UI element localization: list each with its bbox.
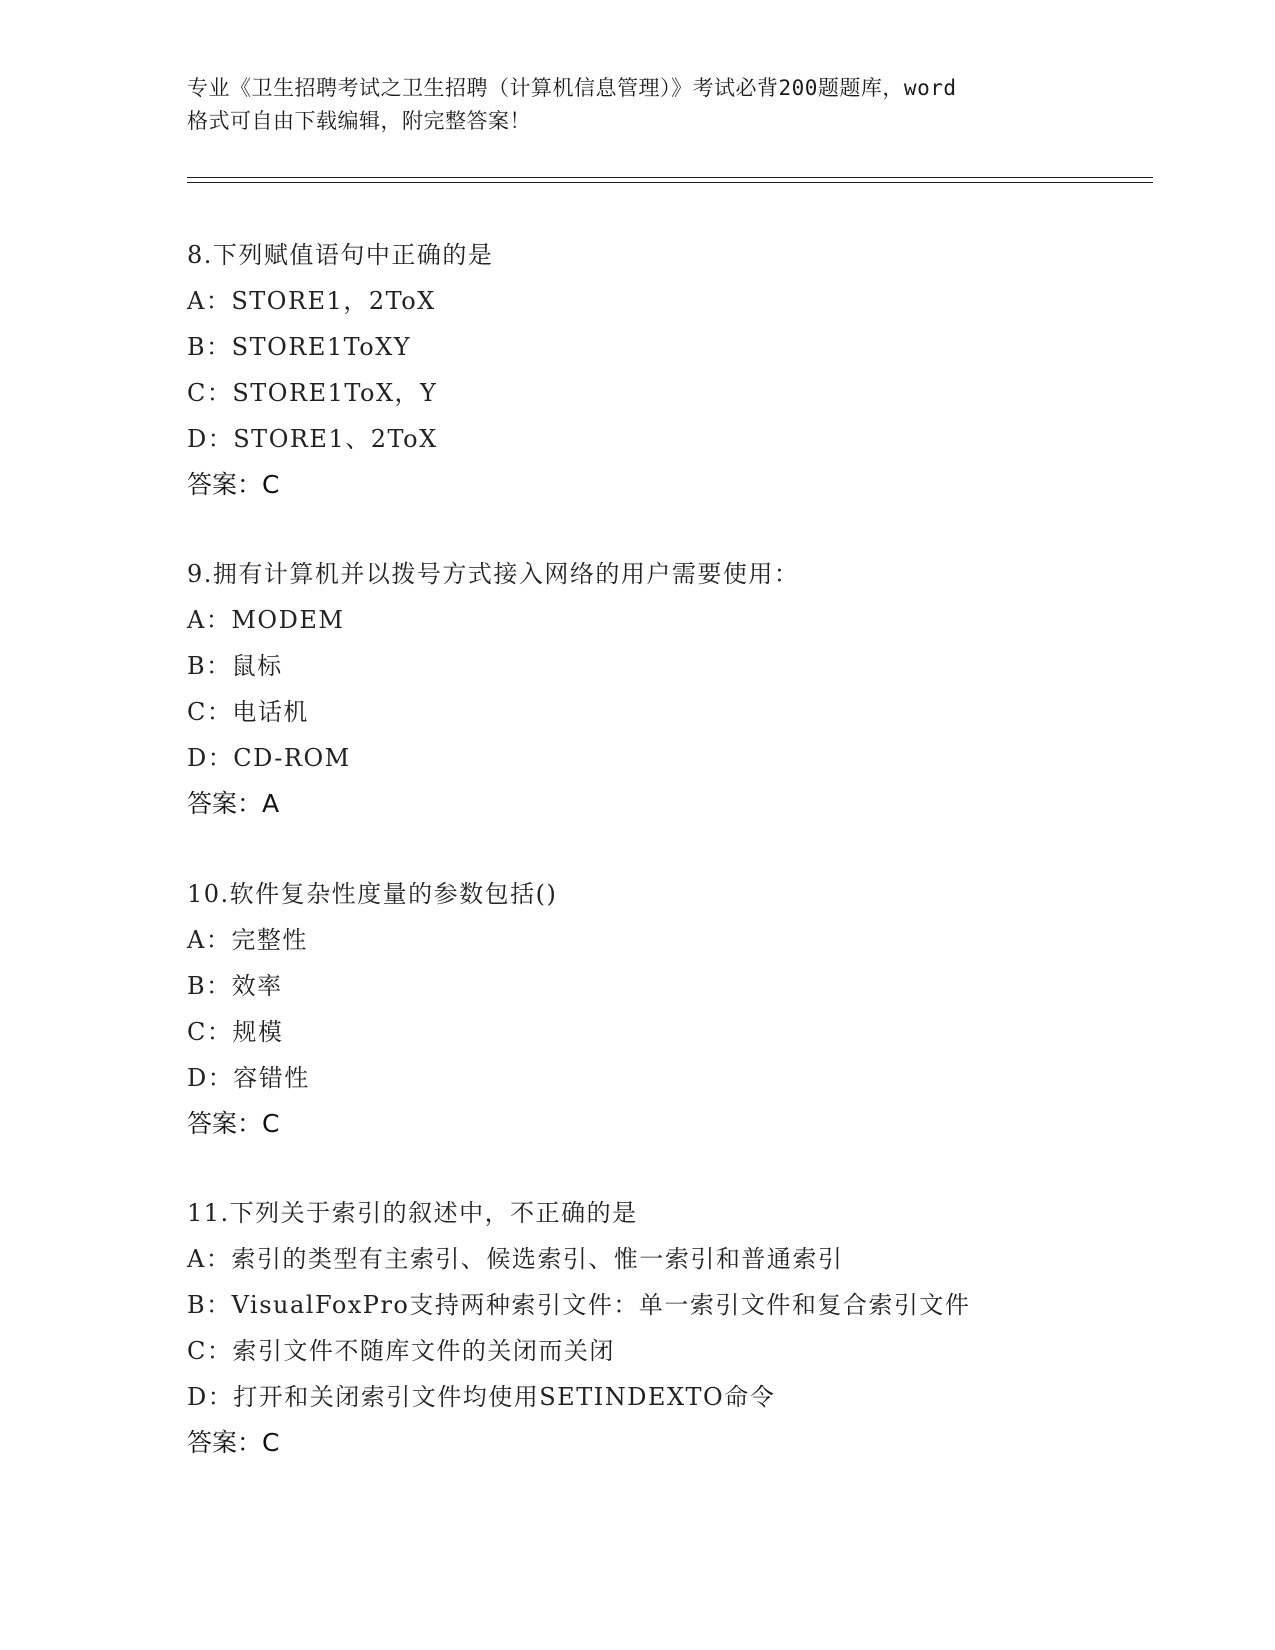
header-line-2: 格式可自由下载编辑，附完整答案！ (187, 109, 531, 133)
document-header (187, 72, 1087, 138)
option-d: D：CD-ROM (187, 744, 351, 772)
option-c: C：电话机 (187, 698, 309, 726)
option-a: A：STORE1，2ToX (187, 287, 436, 315)
header-divider-bottom (187, 182, 1153, 183)
question-11 (187, 1190, 1167, 1466)
option-d: D：容错性 (187, 1064, 310, 1092)
option-b: B：效率 (187, 972, 283, 1000)
header-divider-top (187, 177, 1153, 178)
answer-line: 答案：A (187, 789, 280, 818)
question-stem: 11.下列关于索引的叙述中，不正确的是 (187, 1199, 638, 1227)
header-line-1: 专业《卫生招聘考试之卫生招聘（计算机信息管理）》考试必背200题题库，word (187, 76, 957, 100)
option-c: C：STORE1ToX，Y (187, 379, 438, 407)
option-b: B：VisualFoxPro支持两种索引文件：单一索引文件和复合索引文件 (187, 1291, 971, 1319)
option-b: B：STORE1ToXY (187, 333, 412, 361)
answer-line: 答案：C (187, 470, 280, 499)
option-c: C：规模 (187, 1018, 284, 1046)
question-10 (187, 871, 1167, 1147)
option-b: B：鼠标 (187, 652, 283, 680)
option-a: A：完整性 (187, 926, 308, 954)
question-stem: 8.下列赋值语句中正确的是 (187, 241, 494, 269)
question-9 (187, 551, 1167, 827)
question-8 (187, 232, 1167, 508)
question-stem: 10.软件复杂性度量的参数包括() (187, 880, 558, 908)
option-c: C：索引文件不随库文件的关闭而关闭 (187, 1337, 615, 1365)
option-a: A：索引的类型有主索引、候选索引、惟一索引和普通索引 (187, 1245, 844, 1273)
option-a: A：MODEM (187, 606, 345, 634)
option-d: D：打开和关闭索引文件均使用SETINDEXTO命令 (187, 1383, 776, 1411)
option-d: D：STORE1、2ToX (187, 425, 438, 453)
answer-line: 答案：C (187, 1428, 280, 1457)
question-stem: 9.拥有计算机并以拨号方式接入网络的用户需要使用： (187, 560, 800, 588)
answer-line: 答案：C (187, 1109, 280, 1138)
